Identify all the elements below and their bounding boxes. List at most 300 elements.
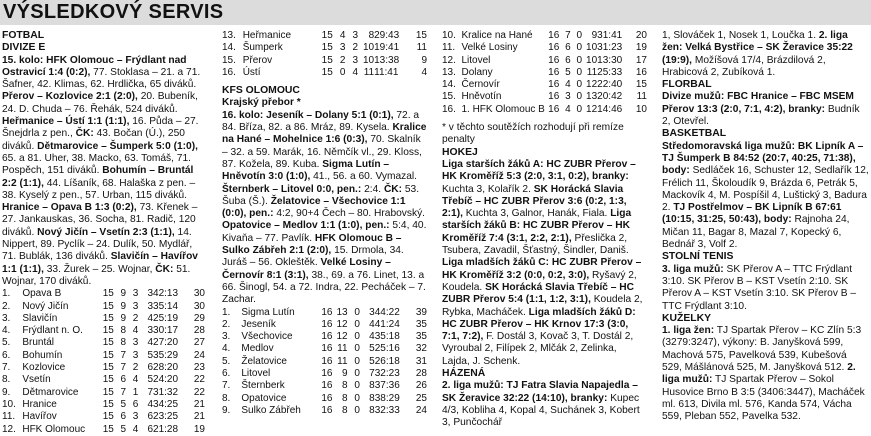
table-cell-r: 6. [222,368,231,380]
table-cell-pts: 35 [415,331,427,343]
table-cell-w: 6 [120,374,127,386]
table-cell-team: Jeseník [241,318,276,330]
table-row [442,91,647,103]
table-cell-score: 13:30 [597,54,623,66]
table-cell-d: 3 [132,288,139,300]
table-cell-w: 9 [120,312,127,324]
table-cell-pts: 21 [193,411,205,423]
league-heading: DIVIZE E [2,42,46,54]
text: Možíšová 17/4, Brázdilová 2, Hrabicová 2, Zubíková 1. [662,54,826,78]
table-cell-l: 5 [147,349,154,361]
table-cell-w: 5 [120,398,127,410]
table-cell-p: 16 [321,343,333,355]
table-cell-d: 3 [352,54,359,66]
text: 53. Šuba (Š.). [222,183,420,207]
table-cell-team: Ústí [242,66,261,78]
table-row [2,411,205,423]
text: Přeslička 2, Tsubera, Zavadil, Šťastný, Šindler, Daniš. [442,232,629,257]
text: 38., 69. a 76. Linet, 13. a 66. Šinogl, 54. a 72. Indra, 22. Pecháček – 7. Zachar. [222,269,426,306]
table-cell-pts: 16 [635,66,647,78]
table-cell-score: 24:20 [153,374,179,386]
table-cell-r: 2. [2,300,11,312]
table-cell-p: 16 [321,380,333,392]
table-cell-d: 3 [132,349,139,361]
table-row [222,331,427,343]
table-cell-p: 15 [102,300,114,312]
table-cell-r: 1. [222,306,231,318]
table-cell-l: 8 [369,404,375,416]
table-cell-team: Dolany [461,66,493,78]
table-cell-w: 5 [565,66,571,78]
bold-text: HFK Olomouc B – Sulko Zábřeh 2:1 (2:0), [222,232,402,257]
table-cell-p: 15 [321,66,333,78]
table-cell-p: 16 [548,79,560,91]
bold-text: SK Horácká Slavia Třebíč – HC ZUBR Přerov 5:4 (1:1, 1:2, 3:1), [442,281,634,306]
table-cell-w: 7 [565,30,571,41]
table-cell-r: 13. [442,66,456,78]
table-cell-score: 27:20 [153,337,179,349]
table-cell-p: 16 [548,66,560,78]
table-cell-w: 12 [336,318,348,330]
table-cell-d: 0 [354,392,360,404]
table-cell-l: 8 [369,380,375,392]
section-heading: BASKETBAL [662,128,727,140]
table-cell-d: 3 [352,30,359,41]
table-cell-w: 9 [120,288,127,300]
table-cell-d: 3 [132,337,139,349]
bold-text: Kralice na Hané – Mohelnice 1:6 (0:3), [222,122,427,146]
table-cell-score: 35:14 [153,300,179,312]
table-cell-r: 10. [2,398,16,410]
bold-text: Přerov – Kozlovice 2:1 (2:0), [2,91,138,103]
table-cell-pts: 30 [193,300,205,312]
table-cell-w: 3 [339,42,346,54]
table-cell-w: 6 [565,54,571,66]
text: Sedláček 16, Schuster 12, Sedlařík 12, Frélich 11, Školoudík 9, Brázda 6, Petrák 5, Mackovík 4, M. Pospíšil 4, Luštický 3, Badura 2. [662,165,869,214]
table-cell-pts: 9 [421,54,427,66]
table-cell-team: Opava B [22,288,62,300]
section-heading: STOLNÍ TENIS [662,251,734,263]
table-row [222,368,427,380]
table-cell-pts: 20 [635,30,647,41]
page-title: VÝSLEDKOVÝ SERVIS [3,1,224,23]
table-cell-r: 8. [2,374,11,386]
table-cell-pts: 23 [193,362,205,374]
table-row [2,325,205,337]
table-cell-team: Kozlovice [22,362,66,374]
bold-text: 15. kolo: HFK Olomouc – Frýdlant nad Ostravicí 1:4 (0:2), [2,54,187,78]
table-cell-d: 1 [132,386,139,398]
table-cell-w: 8 [120,325,127,337]
bold-text: Bohumín – Bruntál 2:2 (1:1), [2,165,194,189]
table-cell-r: 6. [2,349,11,361]
table-row [222,356,427,368]
table-row [222,307,427,319]
table-cell-l: 9 [591,30,598,41]
table-cell-p: 16 [548,42,560,54]
table-cell-score: 20:42 [597,91,623,103]
text: 41., 56. a 60. Vymazal. [310,171,417,183]
table-row [2,362,205,374]
table-cell-d: 4 [132,374,139,386]
bold-text: ČK: [155,263,174,275]
table-cell-p: 15 [102,312,114,324]
table-cell-pts: 30 [193,288,205,300]
table-cell-p: 16 [321,404,333,416]
table-cell-p: 15 [102,362,114,374]
table-cell-score: 31:32 [153,386,179,398]
table-row [222,55,427,67]
column-3 [442,30,647,430]
bold-text: 2. liga žen: Velká Bystřice – SK Žeravice 35:22 (19:9), [662,30,853,66]
table-row [2,337,205,349]
text: Kuchta 3, Galnor, Hanák, Fiala. [462,208,608,220]
table-cell-p: 16 [321,318,333,330]
table-cell-w: 11 [337,355,348,367]
table-cell-r: 11. [2,411,16,423]
table-cell-score: 44:22 [374,306,400,318]
table-cell-d: 0 [576,54,583,66]
table-row [2,424,205,436]
table-cell-p: 15 [321,42,333,54]
text: 43. Bočan (Ú.), 250 diváků. [2,128,185,152]
table-cell-w: 4 [565,79,571,91]
table-cell-p: 15 [102,349,114,361]
table-cell-p: 16 [548,30,560,41]
table-cell-team: Medlov [241,343,274,355]
table-cell-pts: 29 [193,312,205,324]
table-cell-pts: 39 [415,306,427,318]
text: Kuchta 3, Kolařík 2. [442,183,534,195]
table-cell-r: 3. [2,312,11,324]
table-cell-l: 5 [369,343,375,355]
bold-text: Divize mužů: FBC Hranice – FBC MSEM Přerov 13:3 (2:0, 7:1, 4:2), branky: [662,91,854,115]
table-cell-team: Bruntál [22,337,55,349]
column-1 [2,30,205,436]
table-cell-team: Bohumín [22,349,63,361]
table-cell-p: 16 [321,331,333,343]
table-cell-r: 15. [442,91,456,103]
table-cell-r: 12. [2,423,16,435]
text: 44. Líšaník, 68. Halaška z pen. – 38. Kyselý z pen., 57. Urban, 115 diváků. [2,177,196,201]
table-cell-l: 13 [586,91,598,103]
table-cell-score: 13:38 [374,54,400,66]
table-cell-score: 34:25 [153,398,179,410]
bold-text: 3. liga mužů: [662,263,724,275]
table-row [222,319,427,331]
section-heading: HÁZENÁ [442,368,486,380]
bold-text: Opatovice – Medlov 1:1 (1:0), pen.: [222,220,390,232]
text: Kupec 4/3, Kobliha 4, Kopal 4, Suchánek 3, Kobert 3, Punčochář [442,392,640,429]
table-cell-p: 15 [321,30,333,41]
standings-table-continued [222,30,427,79]
table-cell-r: 5. [222,355,231,367]
table-cell-w: 7 [120,386,127,398]
text: Koudela 2, Rybka, Macháček. [442,294,643,318]
table-cell-l: 7 [147,386,154,398]
table-cell-p: 16 [321,355,333,367]
table-cell-p: 16 [548,54,560,66]
table-cell-d: 0 [576,91,583,103]
table-cell-d: 0 [354,368,360,380]
match-report [2,55,205,289]
table-cell-d: 0 [354,380,360,392]
text: 51. Wojnar, 170 diváků. [2,263,191,287]
bold-text: ČK: [383,183,403,195]
table-cell-d: 0 [354,343,360,355]
table-row [442,55,647,67]
table-cell-team: Nový Jičín [22,300,69,312]
table-cell-d: 2 [352,42,359,54]
text: 5:4, 40. Kivaňa – 77. Pavlík. [222,220,427,244]
table-cell-score: 31:41 [597,30,623,41]
table-cell-team: Hněvotín [461,91,502,103]
table-cell-l: 10 [363,54,375,66]
table-cell-w: 12 [336,331,348,343]
table-cell-r: 5. [2,337,11,349]
table-cell-l: 4 [369,331,375,343]
table-row [442,104,647,116]
table-cell-r: 16. [442,103,456,115]
table-cell-score: 19:41 [374,42,400,54]
table-cell-team: Litovel [461,54,491,66]
table-cell-w: 4 [339,30,346,41]
standings-table [222,307,427,418]
table-cell-l: 5 [147,374,154,386]
text: 65. a 81. Uher, 38. Macko, 63. Tomáš, 71. Pospěch, 151 diváků. [2,152,191,177]
table-cell-w: 13 [336,306,348,318]
table-cell-p: 15 [102,374,114,386]
table-cell-d: 0 [576,79,583,91]
table-cell-l: 3 [147,325,154,337]
table-cell-r: 7. [2,362,11,374]
table-row [222,30,427,42]
table-cell-l: 11 [363,66,375,78]
table-cell-score: 14:46 [597,103,623,115]
bold-text: Nový Jičín – Vsetín 2:3 (1:1), [37,226,175,238]
league-heading: Krajský přebor * [222,97,301,109]
table-cell-l: 6 [147,423,154,435]
table-cell-p: 16 [321,368,333,380]
masthead [0,0,871,25]
text: 33. Žurek – 25. Wojnar, [43,263,156,275]
table-cell-w: 7 [120,349,127,361]
table-cell-r: 14. [222,42,236,54]
table-cell-team: Sulko Zábřeh [241,404,301,416]
table-cell-p: 16 [548,103,560,115]
table-row [222,67,427,79]
table-cell-score: 38:29 [374,392,400,404]
table-cell-team: HFK Olomouc [22,423,86,435]
table-cell-r: 4. [222,343,231,355]
table-cell-score: 28:20 [153,362,179,374]
table-cell-p: 16 [321,306,333,318]
table-row [2,288,205,300]
table-row [442,67,647,79]
table-cell-l: 12 [586,103,598,115]
text: 73. Křenek – 27. Jankauskas, 36. Socha, 81. Radič, 120 diváků. [2,202,198,238]
table-cell-score: 11:41 [374,66,399,78]
table-row [2,387,205,399]
table-cell-p: 15 [102,411,114,423]
table-cell-l: 3 [147,288,154,300]
table-cell-r: 15. [222,54,236,66]
table-cell-team: Sigma Lutín [241,306,295,318]
match-report [662,264,869,313]
table-cell-w: 8 [342,380,348,392]
table-cell-w: 9 [342,368,348,380]
table-cell-team: Kralice na Hané [461,30,533,41]
table-cell-d: 4 [352,66,359,78]
table-cell-score: 32:33 [374,404,400,416]
table-cell-l: 4 [147,398,154,410]
table-cell-score: 35:18 [374,331,400,343]
table-cell-d: 0 [576,42,583,54]
bold-text: 2. liga mužů: [662,362,856,386]
table-cell-score: 26:18 [374,355,400,367]
bold-text: 2. liga mužů: TJ Fatra Slavia Napajedla – SK Žeravice 32:22 (14:10), branky: [442,380,638,404]
table-cell-score: 42:13 [153,288,179,300]
table-cell-team: Černovír [461,79,500,91]
table-cell-score: 25:33 [597,66,623,78]
table-cell-l: 10 [586,54,598,66]
table-cell-r: 9. [2,386,11,398]
table-cell-d: 3 [132,411,139,423]
table-row [2,399,205,411]
table-cell-pts: 28 [193,325,205,337]
table-cell-w: 4 [565,103,571,115]
table-cell-d: 4 [132,423,139,435]
table-cell-pts: 27 [193,337,205,349]
table-row [222,393,427,405]
standings-table-continued [442,30,647,116]
text: F. Dostál 3, Kovač 3, T. Dostál 2, Vyroubal 2, Filípek 2, Mlčák 2, Zelinka, Lajda, J. Schenk. [442,331,634,367]
match-report [662,141,869,252]
text: Ryšavý 2, Koudela. [442,269,637,293]
table-cell-team: Velké Losiny [461,42,518,54]
table-cell-d: 0 [576,103,583,115]
table-cell-score: 29:43 [374,30,400,41]
text: Budník 2, Otevřel. [662,103,860,128]
text: 14. Nippert, 89. Pyclík – 24. Dulík, 50. Mydlář, 71. Bublák, 136 diváků. [2,226,193,263]
table-cell-pts: 10 [635,103,647,115]
table-cell-score: 25:16 [374,343,400,355]
table-cell-score: 23:25 [153,411,179,423]
text: 70. Skalník – 32. a 59. Marák, 16. Němčík vl., 29. Kloss, 87. Kožela, 89. Kuba. [222,134,422,170]
table-cell-l: 5 [369,355,375,367]
table-cell-l: 12 [586,79,598,91]
table-cell-team: Přerov [242,54,273,66]
table-cell-d: 0 [354,355,360,367]
text: 15. Drmola, 34. Juráš – 56. Okleštěk. [222,245,404,269]
table-cell-pts: 31 [415,355,427,367]
bold-text: Liga mladších žáků C: HC ZUBR Přerov – HK Kroměříž 3:2 (0:0, 0:2, 3:0), [442,257,642,281]
section-heading: FOTBAL [2,30,45,41]
bold-text: Liga starších žáků B: HC ZUBR Přerov – HK Kroměříž 7:4 (3:1, 2:2, 2:1), [442,208,632,244]
table-cell-l: 11 [586,66,598,78]
bold-text: Slavičín – Havířov 1:1 (1:1), [2,251,198,275]
table-cell-d: 6 [132,398,139,410]
table-cell-p: 15 [102,398,114,410]
table-cell-score: 37:36 [374,380,400,392]
table-row [222,343,427,355]
table-cell-p: 15 [321,54,333,66]
table-row [442,79,647,91]
bold-text: Hranice – Opava B 1:3 (0:2), [2,202,137,214]
table-cell-score: 35:29 [153,349,179,361]
bold-text: 1. liga žen: [662,325,715,337]
bold-text: ČK: [75,128,94,140]
table-cell-d: 0 [354,318,360,330]
table-cell-team: Vsetín [22,374,51,386]
text: 72. a 84. Bříza, 82. a 86. Mráz, 89. Kysela. [222,109,420,134]
table-cell-w: 5 [120,423,127,435]
table-cell-w: 11 [337,343,348,355]
table-cell-score: 25:19 [153,312,179,324]
text: TJ Spartak Přerov – KC Zlín 5:3 (3279:3247), výkony: B. Janyšková 599, Machová 575, Pavelková 539, Kubešová 529, Mášlánová 525, M. Janyšková 512. [662,325,862,374]
bold-text: TJ Postřelmov – BK Lipník B 67:61 (10:15, 31:25, 50:43), body: [662,202,842,226]
bold-text: Liga mladších žáků D: HC ZUBR Přerov – HK Krnov 17:3 (3:0, 7:1, 7:2), [442,306,636,343]
footnote: * v těchto soutěžích rozhodují při remíze penalty [442,122,624,146]
table-cell-team: Slavičín [22,312,58,324]
table-cell-team: Hranice [22,398,57,410]
table-cell-team: Šternberk [241,380,285,392]
match-report [442,159,647,368]
table-cell-score: 22:40 [597,79,623,91]
table-row [2,374,205,386]
table-cell-w: 6 [565,42,571,54]
table-cell-r: 16. [222,66,236,78]
table-cell-r: 12. [442,54,456,66]
table-cell-r: 3. [222,331,231,343]
table-cell-score: 32:23 [374,368,400,380]
table-cell-d: 2 [132,362,139,374]
table-cell-d: 2 [132,312,139,324]
match-report [662,91,869,128]
table-cell-l: 4 [147,312,154,324]
table-cell-r: 9. [222,404,231,416]
table-cell-r: 1. [2,288,11,300]
table-row [442,30,647,42]
table-cell-l: 7 [369,368,375,380]
table-cell-p: 16 [548,91,560,103]
table-cell-d: 0 [576,30,583,41]
text: TJ Spartak Přerov – Sokol Husovice Brno B 3:5 (3406:3447), Macháček ml. 613, Divila ml. 576, Kanda 574, Vácha 559, Pleban 552, Pavelka 532. [662,374,865,423]
text: 16. Půda – 27. Šnejdrla z pen., [2,116,199,140]
table-cell-pts: 11 [636,91,647,103]
text: 20. Bubeník, 24. D. Chuda – 76. Řehák, 524 diváků. [2,91,198,115]
bold-text: 16. kolo: Jeseník – Dolany 5:1 (0:1), [222,109,394,121]
table-cell-pts: 19 [635,42,647,54]
table-cell-team: Šumperk [242,42,283,54]
text: 77. Stoklasa – 21. a 71. Šafner, 42. Klimas, 62. Hrdlička, 65 diváků. [2,66,201,91]
table-cell-pts: 24 [415,404,427,416]
bold-text: Středomoravská liga mužů: BK Lipník A – TJ Šumperk B 84:52 (20:7, 40:25, 71:38), body: [662,140,864,177]
section-heading: KUŽELKY [662,312,712,324]
table-cell-p: 15 [102,325,114,337]
table-cell-w: 3 [565,91,571,103]
table-cell-w: 8 [120,337,127,349]
table-cell-r: 2. [222,318,231,330]
table-cell-team: Želatovice [241,355,287,367]
table-cell-pts: 35 [415,318,427,330]
bold-text: Heřmanice – Ústí 1:1 (1:1), [2,116,130,128]
table-cell-pts: 4 [421,66,427,78]
table-row [442,42,647,54]
table-cell-r: 11. [442,42,456,54]
table-row [2,350,205,362]
table-cell-p: 15 [102,423,114,435]
